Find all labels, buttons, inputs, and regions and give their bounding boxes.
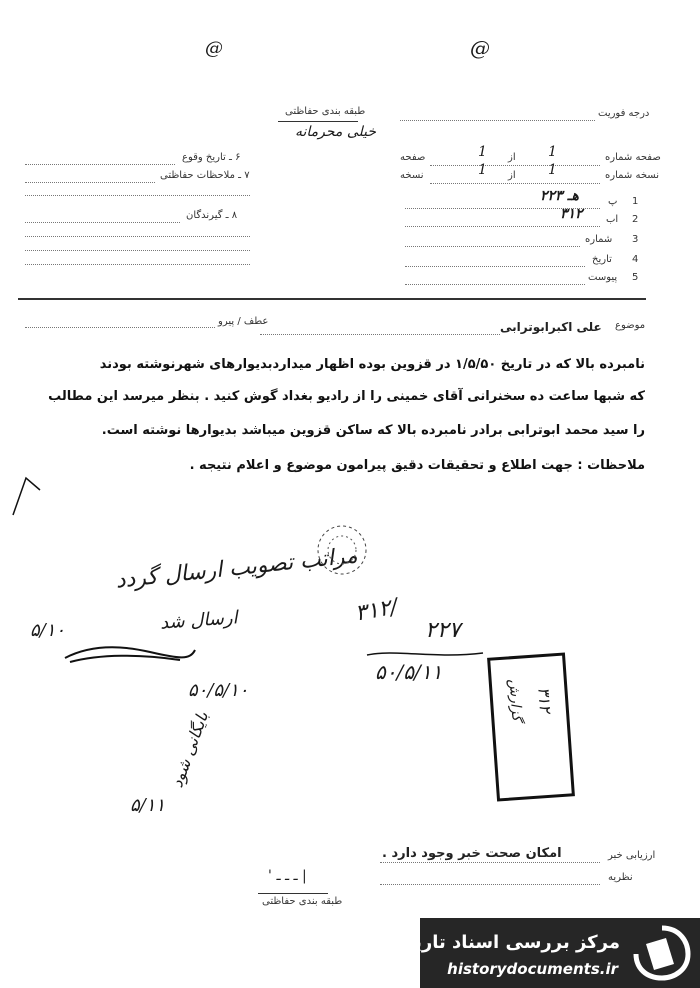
footer-classification: طبقه بندی حفاظتی [262, 896, 343, 907]
item-5-line [405, 284, 585, 285]
copy-hand-of: 1 [478, 162, 487, 178]
body-line-2: که شبها ساعت ده سخنرانی آقای خمینی را از رادیو بغداد گوش کنید . بنظر میرسد این مطالب [48, 389, 645, 404]
item-1-label: پ [608, 196, 618, 207]
field-7-line-2 [25, 195, 250, 196]
classification-label: طبقه بندی حفاظتی [285, 106, 366, 117]
item-2-line [405, 226, 600, 227]
body-line-4: ملاحظات : جهت اطلاع و تحقیقات دقیق پیرامون موضوع و اعلام نتیجه . [189, 458, 645, 473]
page-row-line [430, 165, 600, 166]
registry-stamp [487, 652, 575, 801]
copy-row-line [430, 183, 600, 184]
margin-mark [8, 470, 48, 520]
item-3-num: 3 [632, 234, 639, 245]
opinion-line [380, 884, 600, 885]
field-7-line [25, 182, 155, 183]
field-8-line-3 [25, 250, 250, 251]
note-date-4: ۵۰/۵/۱۱ [375, 660, 443, 684]
copy-suffix: نسخه [400, 170, 424, 181]
item-2-hand: ۳۱۲ [560, 206, 583, 222]
footer-signature-mark: ' ـ ـ ـ | [268, 868, 307, 884]
source-evaluation-label: ارزیابی خبر [608, 850, 656, 861]
priority-label: درجه فوریت [598, 108, 650, 119]
page-from: از [508, 152, 516, 163]
registry-stamp-number: ۳۱۲ [534, 686, 556, 714]
field-6-label: ۶ ـ تاریخ وقوع [182, 152, 241, 163]
watermark-title: مرکز بررسی اسناد تاریخی [383, 932, 620, 953]
note-approval: مراتب تصویب ارسال گردد [114, 543, 359, 594]
copy-number-label: نسخه شماره [605, 170, 659, 181]
reference-label: عطف / پیرو [218, 316, 269, 327]
item-3-line [405, 246, 580, 247]
watermark-url: historydocuments.ir [447, 960, 618, 978]
reference-line [25, 327, 215, 328]
page-number-label: صفحه شماره [605, 152, 661, 163]
classification-underline [278, 121, 358, 122]
registry-stamp-text: گزارش [505, 678, 525, 722]
header-separator [18, 298, 646, 300]
note-sent: ارسال شد [159, 607, 239, 634]
watermark-banner [383, 918, 700, 988]
item-2-label: اب [606, 214, 619, 225]
signature-scribble [60, 640, 200, 670]
page-suffix: صفحه [400, 152, 426, 163]
item-5-num: 5 [632, 272, 639, 283]
source-line [380, 862, 600, 863]
item-2-num: 2 [632, 214, 639, 225]
classification-value: خیلی محرمانه [295, 124, 377, 140]
priority-line [400, 120, 595, 121]
note-date-1: ۵/۱۰ [30, 620, 66, 641]
item-4-num: 4 [632, 254, 639, 265]
copy-from: از [508, 170, 516, 181]
field-6-line [25, 164, 175, 165]
item-5-label: پیوست [588, 272, 618, 283]
item-1-hand: ۲۲۳ هـ [540, 188, 579, 204]
source-evaluation-value: امکان صحت خبر وجود دارد . [382, 846, 562, 861]
opinion-label: نظریه [608, 872, 633, 883]
item-1-num: 1 [632, 196, 639, 207]
note-ref-1: ۳۱۲/ [353, 594, 400, 627]
field-8-label: ۸ ـ گیرندگان [186, 210, 238, 221]
footer-class-rule [258, 893, 328, 894]
signature-underline [365, 645, 485, 665]
page-hand-of: 1 [478, 144, 487, 160]
note-archive: بایگانی شود [167, 709, 213, 790]
field-8-line [25, 222, 180, 223]
item-4-label: تاریخ [592, 254, 612, 265]
watermark-logo-icon [632, 924, 692, 982]
item-3-label: شماره [585, 234, 613, 245]
copy-hand-value: 1 [548, 162, 557, 178]
subject-value: علی اکبرابوترابی [500, 320, 602, 334]
item-4-line [405, 266, 585, 267]
subject-label: موضوع [615, 320, 646, 331]
note-date-2: ۵۰/۵/۱۰ [188, 680, 249, 701]
seal-stamp [312, 520, 372, 580]
top-mark-right: @ [470, 36, 490, 60]
page-hand-value: 1 [548, 144, 557, 160]
note-date-3: ۵/۱۱ [130, 795, 166, 816]
body-line-1: نامبرده بالا که در تاریخ ۱/۵/۵۰ در قزوین بوده اظهار میداردبدیوارهای شهرنوشته بودند [99, 357, 645, 372]
field-8-line-4 [25, 264, 250, 265]
top-mark-left: @ [205, 38, 223, 59]
body-line-3: را سید محمد ابوترابی برادر نامبرده بالا که ساکن قزوین میباشد بدیوارها نوشته است. [101, 423, 645, 438]
subject-line [260, 334, 500, 335]
field-7-label: ۷ ـ ملاحظات حفاظتی [160, 170, 250, 181]
field-8-line-2 [25, 236, 250, 237]
note-ref-2: ۲۲۷ [425, 618, 461, 643]
